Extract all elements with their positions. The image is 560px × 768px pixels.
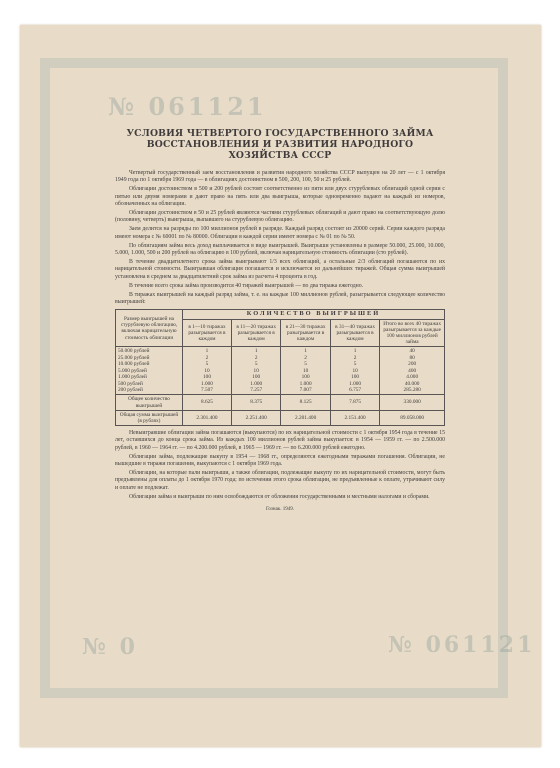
prize-count: 4.000 <box>406 374 419 381</box>
paragraph: Облигации, на которые пали выигрыши, а также облигации, подлежащие выкупу по их нарицательной стоимости, могут быть предъявлены для оплаты до 1 октября 1970 года; по истечении этого срока облигации, не предъявленные к оплате, утрачивают силу и оплате не подлежат. <box>115 470 445 491</box>
paragraph: Облигации займа, подлежащие выкупу в 1954 — 1968 гг., определяются ежегодными тиражами погашения. Облигации, не вышедшие в тиражи погашения, выкупаются с 1 октября 1969 года. <box>115 453 445 467</box>
prize-count: 2 <box>205 354 209 361</box>
prize-count: 40 <box>409 348 415 355</box>
paragraph: Заем делится на разряды по 100 миллионов рублей в разряде. Каждый разряд состоит из 20000 серий. Серии каждого разряда имеют номера с № 60001 по № 80000. Облигации в каждой серии имеют номера с № 01 по № 50. <box>115 226 445 240</box>
serial-number-bottom-left: № 0 <box>82 634 138 660</box>
total-count-label: Общее количество выигрышей <box>116 395 183 410</box>
title-line-2: ВОССТАНОВЛЕНИЯ И РАЗВИТИЯ НАРОДНОГО ХОЗЯЙСТВА СССР <box>146 139 414 161</box>
prize-amount: 10.000 рублей <box>118 361 150 368</box>
prize-amount: 5.000 рублей <box>118 367 147 374</box>
prize-amount: 50.000 рублей <box>118 348 150 355</box>
prize-count: 1 <box>254 348 258 355</box>
column-header: в 31—40 тиражах разыгрывается в каждом <box>330 319 379 347</box>
prize-count: 5 <box>205 361 209 368</box>
prize-count: 400 <box>408 367 417 374</box>
prize-count: 7.007 <box>299 386 312 393</box>
prize-count: 5 <box>254 361 258 368</box>
paragraph: В течение всего срока займа производится 40 тиражей выигрышей — по два тиража ежегодно. <box>129 282 364 289</box>
prize-count: 2 <box>304 354 307 361</box>
total-sum-label: Общая сумма выигрышей (в рублях) <box>116 410 183 425</box>
prize-count: 7.257 <box>250 386 263 393</box>
column-header: в 21—30 тиражах разыгрывается в каждом <box>281 319 330 347</box>
prize-count-header: КОЛИЧЕСТВО ВЫИГРЫШЕЙ <box>183 310 445 319</box>
prize-count: 5 <box>304 361 307 368</box>
prize-count: 2 <box>254 354 258 361</box>
paragraph: Облигации займа и выигрыши по ним освобождаются от обложения государственными и местными налогами и сборами. <box>129 493 430 500</box>
prize-count: 100 <box>351 374 360 381</box>
prize-count: 100 <box>301 374 310 381</box>
paragraph: Невыигравшие облигации займа погашаются (выкупаются) по их нарицательной стоимости с 1 октября 1954 года в течение 15 лет, оставшихся до конца срока займа. Из каждых 100 миллионов рублей займа выкупается: в 1954 — 1959 гг. — по 2.500.000 рублей, в 1960 — 1964 гг. — по 4.200.000 рублей, в 1965 — 1969 гг. — по 6.200.000 рублей ежегодно. <box>115 430 445 451</box>
total-count-row <box>116 395 445 410</box>
prize-count: 6.757 <box>349 386 362 393</box>
column-header: в 11—20 тиражах разыгрывается в каждом <box>231 319 280 347</box>
prize-amount: 200 рублей <box>118 386 143 393</box>
prize-count: 200 <box>408 361 417 368</box>
conditions-body <box>115 170 445 306</box>
prize-table <box>115 309 445 426</box>
draw-column-3 <box>281 347 330 395</box>
serial-number-bottom: № 061121 <box>388 632 536 658</box>
prize-count: 40.000 <box>404 380 420 387</box>
prize-count: 100 <box>203 374 211 381</box>
draw-column-1 <box>183 347 232 395</box>
printer-imprint: Гознак. 1949. <box>265 506 294 512</box>
prize-count: 1.000 <box>299 380 312 387</box>
prize-count: 1 <box>205 348 209 355</box>
total-sum: 2.301.400 <box>183 410 232 425</box>
prize-count: 1.000 <box>250 380 263 387</box>
prize-count: 2 <box>353 354 357 361</box>
title-line-1: УСЛОВИЯ ЧЕТВЕРТОГО ГОСУДАРСТВЕННОГО ЗАЙМА <box>126 128 434 139</box>
draw-column-2 <box>231 347 280 395</box>
total-sum: 2.151.400 <box>330 410 379 425</box>
total-sum: 2.251.400 <box>231 410 280 425</box>
total-count: 8.375 <box>231 395 280 410</box>
prize-amount: 500 рублей <box>118 380 143 387</box>
column-header: Итого во всех 40 тиражах разыгрывается за каждые 100 миллионов рублей займа <box>380 319 445 347</box>
paragraph: В течение двадцатилетнего срока займа выигрывают 1/3 всех облигаций, а остальные 2/3 облигаций погашаются по их нарицательной стоимости. Выигравшая облигация погашается и исключается из дальнейших тиражей. Общая сумма выигрышей установлена в среднем за двадцатилетний срок займа из расчета 4 процента в год. <box>115 259 445 280</box>
prize-count: 1 <box>304 348 307 355</box>
prize-count: 10 <box>352 367 358 374</box>
total-count: 7.875 <box>330 395 379 410</box>
total-column <box>380 347 445 395</box>
prize-amount: 1.000 рублей <box>118 374 147 381</box>
total-sum: 2.201.400 <box>281 410 330 425</box>
total-sum: 89.058.000 <box>380 410 445 425</box>
prize-amounts <box>116 347 183 395</box>
total-count: 8.125 <box>281 395 330 410</box>
prize-count: 1.000 <box>349 380 362 387</box>
total-count: 330.000 <box>380 395 445 410</box>
prize-count: 10 <box>253 367 259 374</box>
prize-count: 10 <box>302 367 309 374</box>
prize-count: 100 <box>252 374 261 381</box>
bond-conditions <box>115 128 445 512</box>
prize-rows <box>116 347 445 395</box>
paragraph: Облигации достоинством в 500 и 200 рублей состоят соответственно из пяти или двух стурублевых облигаций одной серии с пятью или двумя номерами и дают право на пять или два выигрыша, которые одновременно падают на каждый из номеров, обозначенных на облигации. <box>115 186 445 207</box>
prize-count: 7.507 <box>201 386 213 393</box>
prize-count: 10 <box>204 367 210 374</box>
prize-count: 1 <box>353 348 357 355</box>
redemption-terms <box>115 430 445 501</box>
prize-amount: 25.000 рублей <box>118 354 150 361</box>
prize-count: 285.280 <box>403 386 421 393</box>
total-count: 8.625 <box>183 395 232 410</box>
paragraph: Облигации достоинством в 50 и 25 рублей являются частями стурублевых облигаций и дают право на соответствующую долю (половину, четверть) выигрыша, выпавшего на стурублевую облигацию. <box>115 210 445 224</box>
column-header: в 1—10 тиражах разыгрывается в каждом <box>183 319 232 347</box>
paragraph: В тиражах выигрышей на каждый разряд займа, т. е. на каждые 100 миллионов рублей, разыгрывается следующее количество выигрышей: <box>115 292 445 306</box>
draw-column-4 <box>330 347 379 395</box>
prize-size-header: Размер выигрышей на стурублевую облигацию, включая нарицательную стоимость облигации <box>116 310 183 347</box>
serial-number-top: № 061121 <box>108 92 267 121</box>
paragraph: Четвертый государственный заем восстановления и развития народного хозяйства СССР выпущен на 20 лет — с 1 октября 1949 года по 1 октября 1969 года — в облигациях достоинством в 500, 200, 100, 50 и 25 рублей. <box>115 170 445 184</box>
prize-count: 5 <box>353 361 357 368</box>
prize-count: 80 <box>409 354 415 361</box>
prize-count: 1.000 <box>201 380 213 387</box>
paragraph: По облигациям займа весь доход выплачивается в виде выигрышей. Выигрыши установлены в размере 50.000, 25.000, 10.000, 5.000, 1.000, 500 и 200 рублей на облигацию в 100 рублей, включая нарицательную стоимость облигации (сто рублей). <box>115 242 445 257</box>
total-sum-row <box>116 410 445 425</box>
